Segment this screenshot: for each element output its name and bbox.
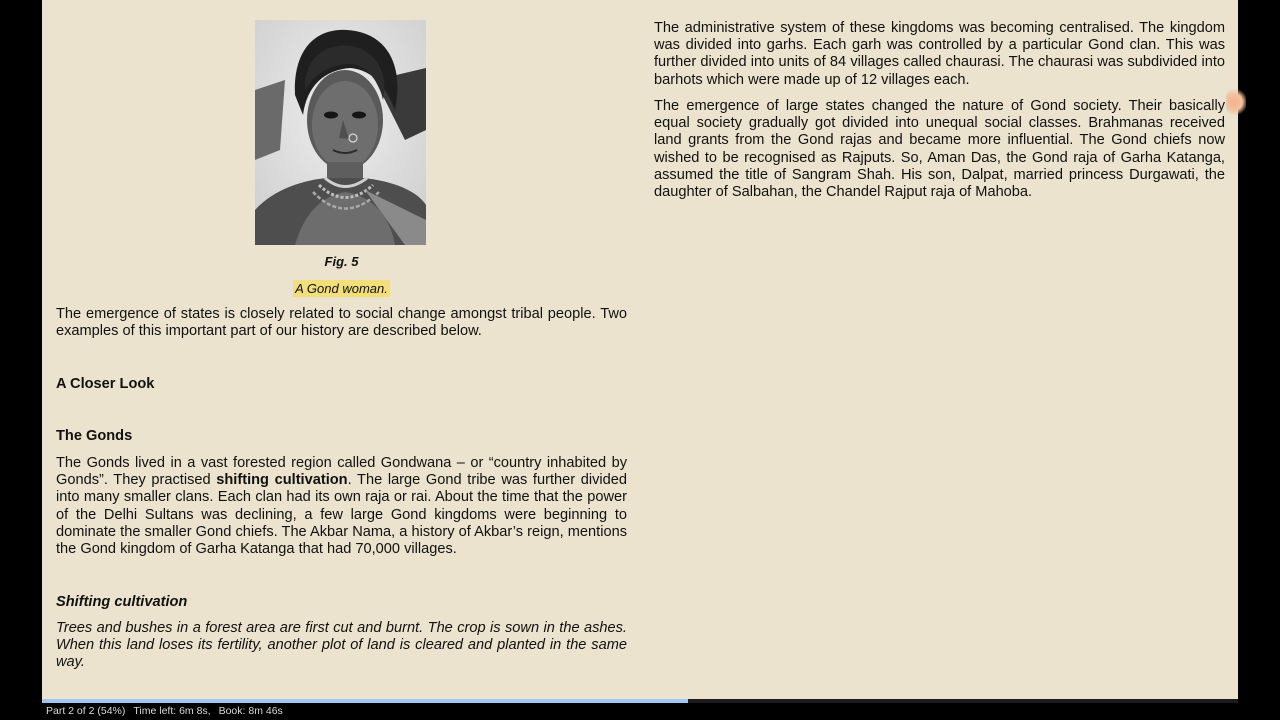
gonds-text-part2: . The large Gond tribe was further divided into many smaller clans. Each clan had its own raja or rai. About the time that the power of the Delhi Sultans was declining, a few large Gond kingdoms were beginning to dominate the smaller Gond chiefs. The Akbar Nama, a history of Akbar’s reign, mentions the Gond kingdom of Garha Katanga that had 70,000 villages. [56, 472, 627, 558]
gonds-paragraph [56, 455, 627, 558]
figure-caption-wrap [56, 280, 627, 298]
scroll-indicator[interactable] [1226, 88, 1246, 116]
gond-society-paragraph: The emergence of large states changed the nature of Gond society. Their basically equal society gradually got divided into unequal social classes. Brahmanas received land grants from the Gond rajas and became more influential. The Gond chiefs now wished to be recognised as Rajputs. So, Aman Das, the Gond raja of Garha Katanga, assumed the title of Sangram Shah. His son, Dalpat, married princess Durgawati, the daughter of Salbahan, the Chandel Rajput raja of Mahoba. [654, 98, 1225, 201]
status-book-time: Book: 8m 46s [218, 705, 283, 717]
reading-progress-bar[interactable] [42, 699, 1238, 703]
reading-progress-fill [42, 699, 688, 703]
figure-photo [255, 20, 426, 245]
gonds-text-part1: The Gonds lived in a vast forested region called Gondwana – or “country inhabited by Gonds”. They practised [56, 455, 627, 489]
administrative-paragraph: The administrative system of these kingdoms was becoming centralised. The kingdom was divided into garhs. Each garh was controlled by a particular Gond clan. This was further divided into units of 84 villages called chaurasi. The chaurasi was subdivided into barhots which were made up of 12 villages each. [654, 20, 1225, 88]
figure-number: Fig. 5 [324, 254, 359, 269]
gond-woman-photo [255, 20, 426, 245]
heading-closer-look: A Closer Look [56, 376, 155, 392]
status-bar [46, 705, 283, 719]
shifting-cultivation-paragraph: Trees and bushes in a forest area are first cut and burnt. The crop is sown in the ashes. When this land loses its fertility, another plot of land is cleared and planted in the same way. [56, 620, 627, 671]
figure-caption: A Gond woman. [295, 281, 388, 296]
status-time-left: Time left: 6m 8s, [133, 705, 211, 717]
status-part: Part 2 of 2 (54%) [46, 705, 126, 717]
shifting-cultivation-term: shifting cultivation [216, 472, 348, 489]
intro-paragraph: The emergence of states is closely related to social change amongst tribal people. Two examples of this important part of our history are described below. [56, 306, 627, 340]
reader-page[interactable] [42, 0, 1238, 699]
heading-shifting-cultivation: Shifting cultivation [56, 594, 188, 610]
heading-the-gonds: The Gonds [56, 428, 133, 444]
